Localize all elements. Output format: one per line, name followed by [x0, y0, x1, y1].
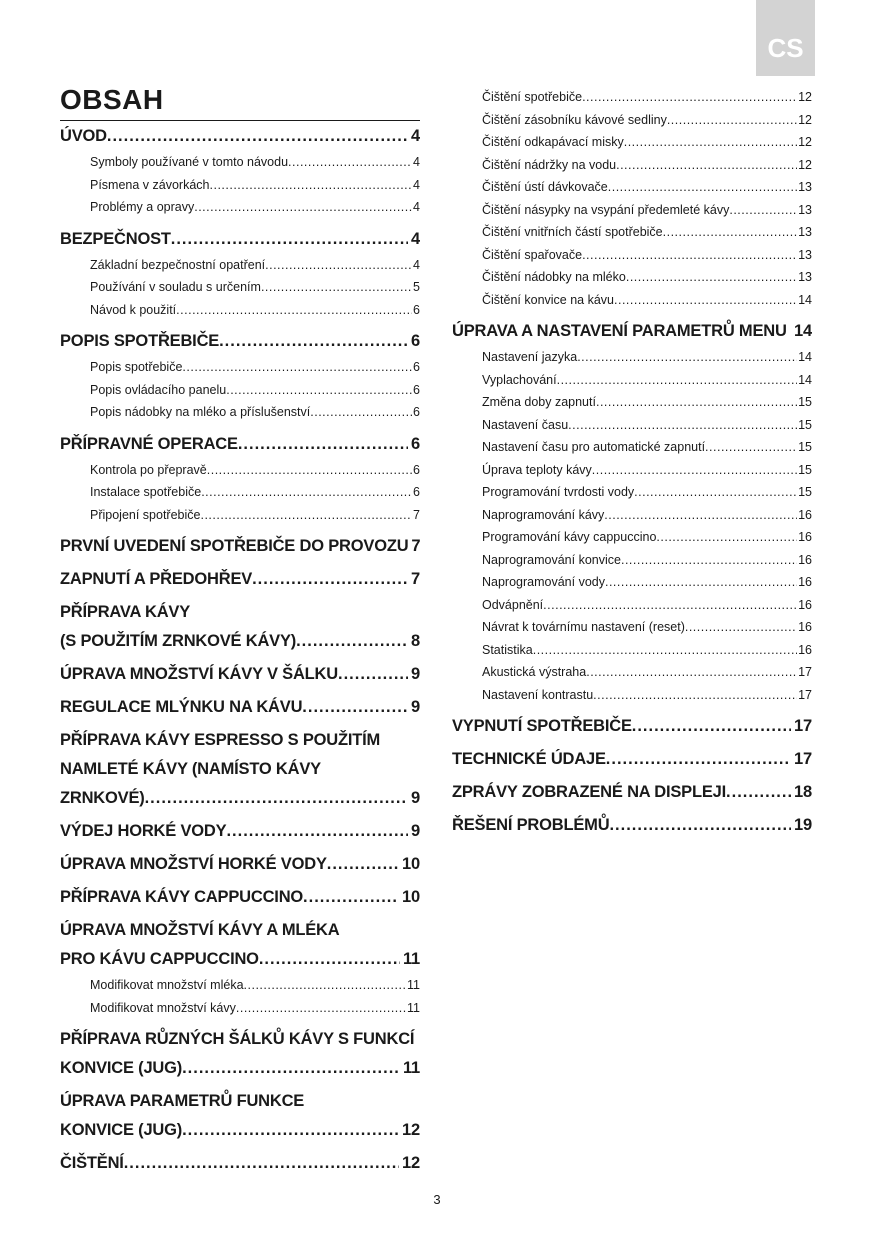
- toc-dot-leader: [171, 225, 408, 254]
- toc-page-number: 16: [798, 620, 812, 634]
- toc-subsection-entry[interactable]: [452, 86, 812, 109]
- toc-section-entry[interactable]: [60, 817, 420, 846]
- toc-page-number: 10: [402, 888, 420, 906]
- toc-dot-leader: [176, 299, 412, 322]
- toc-entry-title: ÚVOD: [60, 127, 107, 145]
- toc-section-entry[interactable]: [60, 784, 420, 813]
- toc-page-number: 16: [798, 575, 812, 589]
- toc-page-number: 16: [798, 530, 812, 544]
- toc-dot-leader: [124, 1149, 399, 1178]
- toc-page-number: 18: [794, 783, 812, 801]
- toc-dot-leader: [568, 414, 797, 437]
- toc-subsection-entry[interactable]: [60, 356, 420, 379]
- toc-page-number: 11: [407, 978, 420, 992]
- toc-entry-title: Odvápnění: [482, 597, 544, 612]
- toc-entry-title: (S POUŽITÍM ZRNKOVÉ KÁVY): [60, 632, 297, 650]
- toc-page-number: 12: [798, 135, 812, 149]
- toc-entry-title: Naprogramování vody: [482, 575, 605, 589]
- toc-section-entry[interactable]: [60, 1054, 420, 1083]
- toc-entry-title: ÚPRAVA A NASTAVENÍ PARAMETRŮ MENU: [452, 322, 787, 340]
- toc-dot-leader: [210, 174, 413, 197]
- toc-dot-leader: [593, 684, 797, 707]
- toc-entry-title: ZPRÁVY ZOBRAZENÉ NA DISPLEJI: [452, 783, 727, 801]
- toc-dot-leader: [663, 221, 797, 244]
- toc-page-number: 7: [413, 507, 420, 522]
- toc-subsection-entry[interactable]: [60, 151, 420, 174]
- toc-subsection-entry[interactable]: [60, 276, 420, 299]
- toc-page-number: 12: [402, 1154, 420, 1172]
- toc-page-number: 15: [798, 485, 812, 499]
- toc-heading-line: PŘÍPRAVA RŮZNÝCH ŠÁLKŮ KÁVY S FUNKCÍ: [60, 1030, 415, 1048]
- toc-dot-leader: [238, 430, 408, 459]
- toc-entry-title: ČIŠTĚNÍ: [60, 1154, 124, 1172]
- toc-page-number: 12: [798, 157, 812, 172]
- toc-page-number: 14: [798, 350, 812, 364]
- toc-page-number: 14: [798, 372, 812, 387]
- toc-section-entry[interactable]: [60, 122, 420, 151]
- toc-entry-title: ŘEŠENÍ PROBLÉMŮ: [452, 816, 610, 834]
- toc-entry-title: Čištění zásobníku kávové sedliny: [482, 112, 667, 127]
- toc-dot-leader: [543, 594, 797, 617]
- toc-page-number: 7: [411, 537, 420, 555]
- toc-entry-title: Naprogramování kávy: [482, 507, 605, 522]
- toc-entry-title: Akustická výstraha: [482, 665, 587, 679]
- toc-page-number: 10: [402, 855, 420, 873]
- toc-entry-title: Nastavení kontrastu: [482, 687, 594, 702]
- toc-entry-title: Modifikovat množství kávy: [90, 1000, 236, 1015]
- toc-entry-title: Programování tvrdosti vody: [482, 485, 635, 499]
- toc-section-entry[interactable]: [452, 317, 812, 346]
- toc-section-entry[interactable]: [60, 532, 420, 561]
- toc-entry-title: PŘÍPRAVNÉ OPERACE: [60, 434, 238, 453]
- page-number: 3: [433, 1192, 441, 1207]
- toc-dot-leader: [626, 266, 797, 289]
- toc-subsection-entry[interactable]: [452, 176, 812, 199]
- toc-subsection-entry[interactable]: [452, 549, 812, 572]
- toc-subsection-entry[interactable]: [60, 174, 420, 197]
- toc-page-number: 12: [402, 1121, 420, 1139]
- toc-dot-leader: [685, 616, 797, 639]
- toc-page-number: 11: [402, 950, 420, 968]
- toc-section-entry[interactable]: [60, 430, 420, 459]
- toc-dot-leader: [252, 565, 408, 594]
- toc-page-number: 13: [798, 202, 812, 217]
- toc-dot-leader: [236, 997, 406, 1020]
- toc-entry-title: Programování kávy cappuccino: [482, 530, 657, 544]
- toc-section-entry[interactable]: [452, 811, 812, 840]
- toc-subsection-entry[interactable]: [452, 481, 812, 504]
- toc-page-number: 12: [798, 90, 812, 104]
- toc-entry-title: ZRNKOVÉ): [60, 789, 145, 807]
- toc-dot-leader: [533, 639, 797, 662]
- toc-section-entry[interactable]: [60, 225, 420, 254]
- toc-entry-title: Čištění nádržky na vodu: [482, 157, 617, 172]
- toc-page-number: 13: [798, 270, 812, 284]
- toc-right-column: [452, 86, 812, 840]
- toc-dot-leader: [582, 244, 797, 267]
- toc-entry-title: PŘÍPRAVA KÁVY CAPPUCCINO: [60, 888, 304, 906]
- toc-page-number: 13: [798, 225, 812, 239]
- toc-section-entry[interactable]: [452, 745, 812, 774]
- toc-section-entry[interactable]: [60, 883, 420, 912]
- toc-page-number: 9: [411, 665, 420, 683]
- toc-subsection-entry[interactable]: [452, 369, 812, 392]
- toc-section-entry[interactable]: [452, 778, 812, 807]
- toc-subsection-entry[interactable]: [452, 391, 812, 414]
- toc-entry-title: Nastavení jazyka: [482, 350, 578, 364]
- toc-subsection-entry[interactable]: [452, 109, 812, 132]
- toc-page-number: 14: [798, 292, 812, 307]
- toc-subsection-entry[interactable]: [452, 266, 812, 289]
- toc-page-number: 15: [798, 440, 812, 454]
- toc-page-number: 6: [411, 332, 420, 350]
- toc-entry-title: ÚPRAVA MNOŽSTVÍ HORKÉ VODY: [60, 855, 327, 873]
- toc-dot-leader: [226, 379, 412, 402]
- toc-page-number: 19: [794, 816, 812, 834]
- toc-entry-title: PRVNÍ UVEDENÍ SPOTŘEBIČE DO PROVOZU: [60, 537, 409, 555]
- toc-entry-title: Kontrola po přepravě: [90, 462, 207, 477]
- toc-dot-leader: [729, 199, 797, 222]
- toc-page-number: 11: [402, 1059, 420, 1077]
- toc-subsection-entry[interactable]: [452, 199, 812, 222]
- toc-entry-title: ZAPNUTÍ A PŘEDOHŘEV: [60, 570, 253, 588]
- toc-page-number: 4: [413, 177, 420, 192]
- toc-dot-leader: [624, 131, 797, 154]
- toc-entry-title: Nastavení času pro automatické zapnutí: [482, 440, 706, 454]
- toc-section-entry[interactable]: [60, 565, 420, 594]
- toc-dot-leader: [182, 356, 412, 379]
- title-divider: [60, 120, 420, 121]
- toc-dot-leader: [259, 945, 400, 974]
- toc-left-column: [60, 122, 420, 1178]
- toc-dot-leader: [726, 778, 791, 807]
- toc-dot-leader: [586, 661, 797, 684]
- language-tab: CS: [756, 0, 815, 76]
- toc-heading-line: ÚPRAVA MNOŽSTVÍ KÁVY A MLÉKA: [60, 921, 340, 939]
- toc-dot-leader: [614, 289, 797, 312]
- toc-page-number: 17: [798, 665, 812, 679]
- toc-page-number: 6: [413, 485, 420, 499]
- toc-dot-leader: [107, 122, 408, 151]
- toc-subsection-entry[interactable]: [452, 459, 812, 482]
- toc-dot-leader: [182, 1054, 400, 1083]
- toc-entry-title: Popis spotřebiče: [90, 360, 183, 374]
- toc-dot-leader: [194, 196, 412, 219]
- page-title: OBSAH: [60, 84, 164, 115]
- toc-subsection-entry[interactable]: [60, 481, 420, 504]
- toc-entry-title: PRO KÁVU CAPPUCCINO: [60, 950, 259, 968]
- toc-dot-leader: [606, 745, 791, 774]
- toc-dot-leader: [226, 817, 408, 846]
- toc-subsection-entry[interactable]: [452, 639, 812, 662]
- toc-dot-leader: [634, 481, 797, 504]
- toc-page-number: 17: [794, 750, 812, 768]
- toc-dot-leader: [592, 459, 797, 482]
- toc-subsection-entry[interactable]: [452, 436, 812, 459]
- toc-subsection-entry[interactable]: [452, 346, 812, 369]
- toc-subsection-entry[interactable]: [60, 401, 420, 424]
- toc-page-number: 6: [411, 434, 420, 453]
- toc-entry-title: Návod k použití: [90, 302, 177, 317]
- toc-dot-leader: [302, 693, 408, 722]
- toc-entry-title: POPIS SPOTŘEBIČE: [60, 332, 220, 350]
- toc-dot-leader: [182, 1116, 399, 1145]
- toc-section-entry[interactable]: [60, 945, 420, 974]
- toc-subsection-entry[interactable]: [60, 974, 420, 997]
- toc-page-number: 4: [413, 200, 420, 214]
- toc-entry-title: Naprogramování konvice: [482, 552, 621, 567]
- toc-entry-title: Nastavení času: [482, 417, 569, 432]
- toc-dot-leader: [582, 86, 797, 109]
- toc-heading-line: ÚPRAVA PARAMETRŮ FUNKCE: [60, 1092, 305, 1110]
- toc-dot-leader: [596, 391, 797, 414]
- toc-dot-leader: [261, 276, 412, 299]
- toc-subsection-entry[interactable]: [452, 661, 812, 684]
- toc-heading-line: NAMLETÉ KÁVY (NAMÍSTO KÁVY: [60, 760, 321, 778]
- toc-page-number: 6: [413, 405, 420, 419]
- toc-page-number: 8: [411, 632, 420, 650]
- toc-dot-leader: [303, 883, 399, 912]
- toc-subsection-entry[interactable]: [60, 299, 420, 322]
- toc-section-entry[interactable]: [60, 1149, 420, 1178]
- toc-page-number: 4: [413, 155, 420, 169]
- toc-dot-leader: [667, 109, 797, 132]
- toc-entry-title: Čištění konvice na kávu: [482, 292, 615, 307]
- toc-page-number: 14: [794, 322, 812, 340]
- toc-page-number: 6: [413, 302, 420, 317]
- toc-entry-title: Čištění spotřebiče: [482, 90, 583, 104]
- toc-page-number: 16: [798, 642, 812, 657]
- toc-entry-title: KONVICE (JUG): [60, 1059, 183, 1077]
- toc-entry-title: Popis ovládacího panelu: [90, 382, 227, 397]
- toc-dot-leader: [327, 850, 399, 879]
- toc-dot-leader: [632, 712, 791, 741]
- toc-dot-leader: [310, 401, 412, 424]
- toc-dot-leader: [604, 504, 797, 527]
- toc-dot-leader: [296, 627, 408, 656]
- toc-dot-leader: [200, 504, 412, 527]
- toc-dot-leader: [605, 571, 797, 594]
- toc-subsection-entry[interactable]: [452, 289, 812, 312]
- toc-entry-title: VYPNUTÍ SPOTŘEBIČE: [452, 717, 632, 735]
- toc-page-number: 7: [411, 570, 420, 588]
- toc-page-number: 16: [798, 597, 812, 612]
- toc-entry-title: ÚPRAVA MNOŽSTVÍ KÁVY V ŠÁLKU: [60, 665, 338, 683]
- toc-dot-leader: [705, 436, 797, 459]
- toc-subsection-entry[interactable]: [452, 594, 812, 617]
- toc-page-number: 15: [798, 462, 812, 477]
- toc-entry-title: Vyplachování: [482, 372, 557, 387]
- toc-entry-title: Popis nádobky na mléko a příslušenství: [90, 405, 311, 419]
- toc-entry-title: KONVICE (JUG): [60, 1121, 183, 1139]
- toc-dot-leader: [621, 549, 797, 572]
- toc-page-number: 4: [411, 127, 420, 145]
- toc-page-number: 9: [411, 698, 420, 716]
- toc-dot-leader: [656, 526, 797, 549]
- toc-dot-leader: [609, 811, 791, 840]
- toc-entry-title: Písmena v závorkách: [90, 177, 210, 192]
- toc-dot-leader: [616, 154, 797, 177]
- toc-entry-title: Základní bezpečnostní opatření: [90, 257, 266, 272]
- toc-entry-title: Čištění spařovače: [482, 247, 583, 262]
- toc-section-entry[interactable]: [452, 712, 812, 741]
- toc-page-number: 16: [798, 552, 812, 567]
- toc-page-number: 4: [413, 257, 420, 272]
- toc-page-number: 15: [798, 417, 812, 432]
- toc-entry-title: Modifikovat množství mléka: [90, 978, 244, 992]
- toc-dot-leader: [288, 151, 412, 174]
- toc-subsection-entry[interactable]: [452, 616, 812, 639]
- toc-entry-title: Čištění nádobky na mléko: [482, 270, 626, 284]
- toc-entry-title: Symboly používané v tomto návodu: [90, 155, 289, 169]
- toc-subsection-entry[interactable]: [60, 459, 420, 482]
- toc-subsection-entry[interactable]: [60, 997, 420, 1020]
- toc-subsection-entry[interactable]: [452, 221, 812, 244]
- toc-dot-leader: [201, 481, 412, 504]
- toc-dot-leader: [219, 327, 408, 356]
- toc-dot-leader: [608, 176, 797, 199]
- toc-dot-leader: [557, 369, 798, 392]
- toc-page-number: 6: [413, 462, 420, 477]
- toc-page-number: 15: [798, 395, 812, 409]
- toc-entry-title: Instalace spotřebiče: [90, 485, 202, 499]
- toc-subsection-entry[interactable]: [60, 504, 420, 527]
- toc-entry-title: Čištění násypky na vsypání předemleté kávy: [482, 202, 730, 217]
- toc-subsection-entry[interactable]: [60, 254, 420, 277]
- toc-dot-leader: [145, 784, 408, 813]
- toc-entry-title: Čištění vnitřních částí spotřebiče: [482, 225, 663, 239]
- toc-heading-line: PŘÍPRAVA KÁVY: [60, 603, 191, 621]
- toc-page-number: 12: [798, 112, 812, 127]
- toc-dot-leader: [338, 660, 408, 689]
- toc-page-number: 13: [798, 180, 812, 194]
- toc-subsection-entry[interactable]: [452, 414, 812, 437]
- toc-entry-title: VÝDEJ HORKÉ VODY: [60, 822, 227, 840]
- toc-subsection-entry[interactable]: [452, 684, 812, 707]
- toc-section-entry[interactable]: [60, 327, 420, 356]
- toc-entry-title: Návrat k továrnímu nastavení (reset): [482, 620, 685, 634]
- toc-entry-title: Úprava teploty kávy: [482, 462, 592, 477]
- toc-section-entry[interactable]: [60, 1116, 420, 1145]
- toc-entry-title: TECHNICKÉ ÚDAJE: [452, 750, 606, 768]
- toc-page-number: 6: [413, 382, 420, 397]
- toc-subsection-entry[interactable]: [452, 571, 812, 594]
- toc-entry-title: Čištění odkapávací misky: [482, 135, 624, 149]
- toc-heading-line: PŘÍPRAVA KÁVY ESPRESSO S POUŽITÍM: [60, 731, 381, 749]
- toc-entry-title: Změna doby zapnutí: [482, 395, 596, 409]
- toc-entry-title: Čištění ústí dávkovače: [482, 180, 608, 194]
- toc-section-entry[interactable]: [60, 627, 420, 656]
- toc-section-entry[interactable]: [60, 850, 420, 879]
- toc-subsection-entry[interactable]: [60, 196, 420, 219]
- toc-dot-leader: [244, 974, 406, 997]
- toc-section-entry[interactable]: [60, 693, 420, 722]
- toc-section-entry[interactable]: [60, 660, 420, 689]
- toc-entry-title: Statistika: [482, 642, 533, 657]
- toc-subsection-entry[interactable]: [452, 244, 812, 267]
- toc-subsection-entry[interactable]: [452, 131, 812, 154]
- toc-page-number: 17: [798, 687, 812, 702]
- toc-page-number: 11: [407, 1000, 420, 1015]
- toc-subsection-entry[interactable]: [452, 504, 812, 527]
- toc-dot-leader: [207, 459, 412, 482]
- toc-entry-title: Problémy a opravy: [90, 200, 195, 214]
- toc-dot-leader: [265, 254, 412, 277]
- toc-entry-title: BEZPEČNOST: [60, 229, 171, 248]
- toc-page-number: 13: [798, 247, 812, 262]
- toc-page-number: 6: [413, 360, 420, 374]
- toc-page-number: 17: [794, 717, 812, 735]
- toc-page-number: 16: [798, 507, 812, 522]
- toc-page-number: 9: [411, 789, 420, 807]
- toc-subsection-entry[interactable]: [452, 154, 812, 177]
- toc-page-number: 9: [411, 822, 420, 840]
- toc-entry-title: Používání v souladu s určením: [90, 280, 261, 294]
- toc-dot-leader: [577, 346, 797, 369]
- toc-page-number: 5: [413, 280, 420, 294]
- toc-subsection-entry[interactable]: [452, 526, 812, 549]
- toc-subsection-entry[interactable]: [60, 379, 420, 402]
- toc-entry-title: REGULACE MLÝNKU NA KÁVU: [60, 698, 303, 716]
- toc-page-number: 4: [411, 229, 420, 248]
- toc-entry-title: Připojení spotřebiče: [90, 507, 201, 522]
